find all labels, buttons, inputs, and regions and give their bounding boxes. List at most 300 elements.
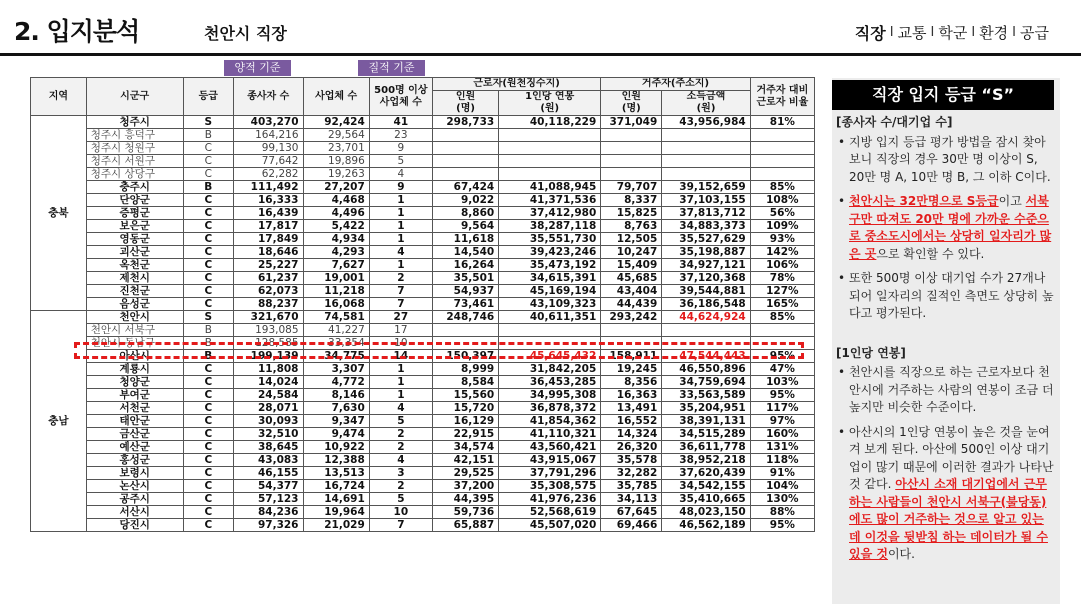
worker-count-cell: 37,200 — [432, 480, 498, 493]
large-business-cell: 5 — [369, 493, 432, 506]
resident-income-cell: 46,562,189 — [662, 519, 750, 532]
worker-salary-cell: 45,169,194 — [499, 285, 601, 298]
table-row — [31, 194, 815, 207]
resident-count-cell: 32,282 — [601, 467, 662, 480]
large-business-cell: 2 — [369, 428, 432, 441]
city-cell: 서천군 — [86, 402, 183, 415]
resident-income-cell: 37,103,155 — [662, 194, 750, 207]
resident-count-cell: 15,825 — [601, 207, 662, 220]
resident-income-cell: 48,023,150 — [662, 506, 750, 519]
large-business-cell: 7 — [369, 298, 432, 311]
workers-cell: 77,642 — [234, 155, 303, 168]
grade-cell: C — [183, 493, 234, 506]
workers-cell: 61,237 — [234, 272, 303, 285]
resident-count-cell — [601, 129, 662, 142]
table-row — [31, 493, 815, 506]
worker-salary-cell: 37,412,980 — [499, 207, 601, 220]
workers-cell: 32,510 — [234, 428, 303, 441]
worker-salary-cell: 45,507,020 — [499, 519, 601, 532]
panel-body — [836, 114, 1054, 571]
worker-count-cell — [432, 142, 498, 155]
page-title: 2. 입지분석 — [14, 17, 140, 46]
ratio-cell — [750, 168, 814, 181]
resident-count-cell: 35,785 — [601, 480, 662, 493]
large-business-cell: 27 — [369, 311, 432, 324]
worker-salary-cell: 41,854,362 — [499, 415, 601, 428]
city-cell: 금산군 — [86, 428, 183, 441]
grade-cell: B — [183, 324, 234, 337]
worker-salary-cell — [499, 142, 601, 155]
businesses-cell: 3,307 — [303, 363, 369, 376]
worker-salary-cell: 37,791,296 — [499, 467, 601, 480]
workers-cell: 38,645 — [234, 441, 303, 454]
table-row — [31, 207, 815, 220]
worker-count-cell: 44,395 — [432, 493, 498, 506]
city-cell: 단양군 — [86, 194, 183, 207]
workers-cell: 54,377 — [234, 480, 303, 493]
bullet-grade-method: • 지방 입지 등급 평가 방법을 잠시 찾아보니 직장의 경우 30만 명 이상이 S, 20만 명 A, 10만 명 B, 그 이하 C이다. — [836, 134, 1054, 187]
workers-cell: 43,083 — [234, 454, 303, 467]
ratio-cell: 95% — [750, 519, 814, 532]
grade-cell: B — [183, 129, 234, 142]
worker-count-cell: 9,022 — [432, 194, 498, 207]
table-row — [31, 324, 815, 337]
resident-income-cell: 35,410,665 — [662, 493, 750, 506]
large-business-cell: 9 — [369, 142, 432, 155]
businesses-cell: 41,227 — [303, 324, 369, 337]
workers-cell: 17,849 — [234, 233, 303, 246]
workers-cell: 16,333 — [234, 194, 303, 207]
city-cell: 공주시 — [86, 493, 183, 506]
businesses-cell: 9,347 — [303, 415, 369, 428]
ratio-cell: 85% — [750, 311, 814, 324]
grade-cell: C — [183, 168, 234, 181]
grade-cell: C — [183, 506, 234, 519]
table-row — [31, 454, 815, 467]
city-cell: 괴산군 — [86, 246, 183, 259]
grade-cell: S — [183, 116, 234, 129]
large-business-cell: 23 — [369, 129, 432, 142]
worker-salary-cell: 41,088,945 — [499, 181, 601, 194]
col-header-worker-salary: 1인당 연봉 (원) — [499, 91, 601, 116]
resident-income-cell: 36,186,548 — [662, 298, 750, 311]
grade-cell: C — [183, 207, 234, 220]
worker-count-cell: 35,501 — [432, 272, 498, 285]
worker-count-cell — [432, 155, 498, 168]
col-header-resident-count: 인원 (명) — [601, 91, 662, 116]
grade-cell: C — [183, 272, 234, 285]
city-cell: 부여군 — [86, 389, 183, 402]
businesses-cell: 7,627 — [303, 259, 369, 272]
large-business-cell: 10 — [369, 506, 432, 519]
resident-income-cell: 36,611,778 — [662, 441, 750, 454]
table-row — [31, 181, 815, 194]
city-cell: 음성군 — [86, 298, 183, 311]
workers-cell: 199,139 — [234, 350, 303, 363]
header — [0, 0, 1081, 56]
ratio-cell: 47% — [750, 363, 814, 376]
businesses-cell: 21,029 — [303, 519, 369, 532]
section-heading-salary: [1인당 연봉] — [836, 345, 906, 360]
worker-count-cell: 16,129 — [432, 415, 498, 428]
large-business-cell: 1 — [369, 194, 432, 207]
ratio-cell — [750, 337, 814, 350]
workers-cell: 84,236 — [234, 506, 303, 519]
large-business-cell: 2 — [369, 441, 432, 454]
large-business-cell: 41 — [369, 116, 432, 129]
grade-cell: B — [183, 181, 234, 194]
resident-count-cell: 35,578 — [601, 454, 662, 467]
resident-income-cell: 37,813,712 — [662, 207, 750, 220]
businesses-cell: 11,218 — [303, 285, 369, 298]
nav-separator: I — [1012, 25, 1017, 40]
table-row — [31, 298, 815, 311]
col-header-ratio: 거주자 대비 근로자 비율 — [750, 78, 814, 116]
table-row — [31, 285, 815, 298]
grade-cell: C — [183, 402, 234, 415]
grade-cell: C — [183, 415, 234, 428]
resident-count-cell: 19,245 — [601, 363, 662, 376]
table-row — [31, 155, 815, 168]
large-business-cell: 7 — [369, 519, 432, 532]
city-cell: 태안군 — [86, 415, 183, 428]
businesses-cell: 5,422 — [303, 220, 369, 233]
workers-cell: 24,584 — [234, 389, 303, 402]
table-row — [31, 259, 815, 272]
resident-count-cell — [601, 155, 662, 168]
nav-separator: I — [889, 25, 894, 40]
table-row — [31, 441, 815, 454]
city-cell: 옥천군 — [86, 259, 183, 272]
workers-cell: 17,817 — [234, 220, 303, 233]
worker-salary-cell: 36,453,285 — [499, 376, 601, 389]
table-row — [31, 311, 815, 324]
worker-salary-cell: 52,568,619 — [499, 506, 601, 519]
ratio-cell: 97% — [750, 415, 814, 428]
resident-income-cell — [662, 324, 750, 337]
resident-income-cell — [662, 337, 750, 350]
large-business-cell: 2 — [369, 480, 432, 493]
worker-count-cell: 54,937 — [432, 285, 498, 298]
resident-income-cell: 37,620,439 — [662, 467, 750, 480]
qualitative-tag: 질적 기준 — [358, 60, 425, 76]
city-cell: 홍성군 — [86, 454, 183, 467]
resident-income-cell — [662, 155, 750, 168]
businesses-cell: 4,293 — [303, 246, 369, 259]
ratio-cell: 118% — [750, 454, 814, 467]
businesses-cell: 9,474 — [303, 428, 369, 441]
ratio-cell: 85% — [750, 181, 814, 194]
table-row — [31, 506, 815, 519]
ratio-cell: 109% — [750, 220, 814, 233]
region-cell: 충남 — [31, 311, 87, 532]
col-header-worker-count: 인원 (명) — [432, 91, 498, 116]
panel-title: 직장 입지 등급 “S” — [832, 80, 1054, 110]
workers-cell: 11,808 — [234, 363, 303, 376]
ratio-cell: 160% — [750, 428, 814, 441]
grade-cell: C — [183, 428, 234, 441]
resident-income-cell: 35,198,887 — [662, 246, 750, 259]
grade-cell: C — [183, 519, 234, 532]
worker-count-cell — [432, 168, 498, 181]
large-business-cell: 9 — [369, 181, 432, 194]
worker-salary-cell — [499, 324, 601, 337]
nav-item-environment[interactable]: 환경 — [979, 24, 1009, 42]
resident-count-cell: 14,324 — [601, 428, 662, 441]
city-cell: 영동군 — [86, 233, 183, 246]
resident-count-cell: 16,552 — [601, 415, 662, 428]
resident-income-cell: 37,120,368 — [662, 272, 750, 285]
businesses-cell: 16,724 — [303, 480, 369, 493]
resident-count-cell — [601, 168, 662, 181]
resident-income-cell — [662, 142, 750, 155]
worker-salary-cell: 31,842,205 — [499, 363, 601, 376]
resident-income-cell: 34,542,155 — [662, 480, 750, 493]
table-row — [31, 272, 815, 285]
large-business-cell: 1 — [369, 389, 432, 402]
worker-salary-cell — [499, 155, 601, 168]
nav-item-supply[interactable]: 공급 — [1020, 24, 1049, 42]
city-cell: 진천군 — [86, 285, 183, 298]
businesses-cell: 13,513 — [303, 467, 369, 480]
resident-income-cell — [662, 168, 750, 181]
grade-cell: S — [183, 311, 234, 324]
ratio-cell — [750, 142, 814, 155]
city-cell: 증평군 — [86, 207, 183, 220]
nav-item-transport[interactable]: 교통 — [897, 24, 927, 42]
city-cell: 계룡시 — [86, 363, 183, 376]
worker-salary-cell: 41,110,321 — [499, 428, 601, 441]
worker-count-cell: 22,915 — [432, 428, 498, 441]
grade-cell: C — [183, 298, 234, 311]
city-cell: 청주시 — [86, 116, 183, 129]
worker-count-cell: 9,564 — [432, 220, 498, 233]
nav-separator: I — [971, 25, 976, 40]
resident-count-cell: 8,356 — [601, 376, 662, 389]
worker-count-cell: 15,560 — [432, 389, 498, 402]
businesses-cell: 4,934 — [303, 233, 369, 246]
workers-cell: 403,270 — [234, 116, 303, 129]
worker-salary-cell: 35,551,730 — [499, 233, 601, 246]
workers-cell: 128,585 — [234, 337, 303, 350]
businesses-cell: 19,964 — [303, 506, 369, 519]
resident-count-cell: 67,645 — [601, 506, 662, 519]
col-header-resident-income: 소득금액 (원) — [662, 91, 750, 116]
ratio-cell: 91% — [750, 467, 814, 480]
worker-salary-cell: 38,287,118 — [499, 220, 601, 233]
resident-count-cell: 13,491 — [601, 402, 662, 415]
businesses-cell: 19,001 — [303, 272, 369, 285]
resident-count-cell: 43,404 — [601, 285, 662, 298]
workers-cell: 97,326 — [234, 519, 303, 532]
ratio-cell: 56% — [750, 207, 814, 220]
table-row — [31, 428, 815, 441]
ratio-cell: 103% — [750, 376, 814, 389]
grade-cell: C — [183, 246, 234, 259]
businesses-cell: 14,691 — [303, 493, 369, 506]
ratio-cell: 78% — [750, 272, 814, 285]
page-subtitle: 천안시 직장 — [204, 24, 287, 43]
resident-income-cell: 38,391,131 — [662, 415, 750, 428]
worker-count-cell — [432, 324, 498, 337]
workers-cell: 46,155 — [234, 467, 303, 480]
city-cell: 청주시 흥덕구 — [86, 129, 183, 142]
resident-income-cell — [662, 129, 750, 142]
nav-item-work[interactable]: 직장 — [854, 24, 886, 43]
workers-cell: 164,216 — [234, 129, 303, 142]
resident-income-cell: 35,527,629 — [662, 233, 750, 246]
resident-income-cell: 43,956,984 — [662, 116, 750, 129]
resident-income-cell: 35,204,951 — [662, 402, 750, 415]
region-cell: 충북 — [31, 116, 87, 311]
resident-count-cell: 69,466 — [601, 519, 662, 532]
city-cell: 청양군 — [86, 376, 183, 389]
workers-cell: 16,439 — [234, 207, 303, 220]
large-business-cell: 4 — [369, 402, 432, 415]
resident-income-cell: 34,927,121 — [662, 259, 750, 272]
large-business-cell: 7 — [369, 285, 432, 298]
table-row — [31, 519, 815, 532]
grade-cell: B — [183, 337, 234, 350]
worker-count-cell: 65,887 — [432, 519, 498, 532]
ratio-cell: 117% — [750, 402, 814, 415]
workers-cell: 193,085 — [234, 324, 303, 337]
large-business-cell: 1 — [369, 259, 432, 272]
grade-cell: C — [183, 220, 234, 233]
table-row — [31, 376, 815, 389]
worker-salary-cell: 39,423,246 — [499, 246, 601, 259]
resident-income-cell: 34,883,373 — [662, 220, 750, 233]
grade-cell: B — [183, 350, 234, 363]
resident-count-cell: 79,707 — [601, 181, 662, 194]
businesses-cell: 8,146 — [303, 389, 369, 402]
table-row — [31, 415, 815, 428]
col-header-city: 시군구 — [86, 78, 183, 116]
worker-salary-cell: 35,473,192 — [499, 259, 601, 272]
resident-count-cell: 44,439 — [601, 298, 662, 311]
table-row — [31, 350, 815, 363]
ratio-cell: 95% — [750, 389, 814, 402]
worker-count-cell: 8,860 — [432, 207, 498, 220]
city-cell: 청주시 상당구 — [86, 168, 183, 181]
table-row — [31, 389, 815, 402]
city-cell: 천안시 동남구 — [86, 337, 183, 350]
city-cell: 보령시 — [86, 467, 183, 480]
large-business-cell: 1 — [369, 363, 432, 376]
worker-count-cell: 8,584 — [432, 376, 498, 389]
businesses-cell: 4,468 — [303, 194, 369, 207]
table-row — [31, 168, 815, 181]
table-row — [31, 467, 815, 480]
grade-cell: C — [183, 142, 234, 155]
table-row — [31, 233, 815, 246]
table-row — [31, 116, 815, 129]
businesses-cell: 23,701 — [303, 142, 369, 155]
businesses-cell: 92,424 — [303, 116, 369, 129]
businesses-cell: 74,581 — [303, 311, 369, 324]
table-row — [31, 363, 815, 376]
table-row — [31, 129, 815, 142]
resident-income-cell: 44,624,924 — [662, 311, 750, 324]
workers-cell: 28,071 — [234, 402, 303, 415]
workers-cell: 99,130 — [234, 142, 303, 155]
large-business-cell: 5 — [369, 415, 432, 428]
businesses-cell: 4,772 — [303, 376, 369, 389]
large-business-cell: 4 — [369, 246, 432, 259]
section-heading-workers: [종사자 수/대기업 수] — [836, 115, 953, 129]
large-business-cell: 3 — [369, 467, 432, 480]
worker-salary-cell: 43,109,323 — [499, 298, 601, 311]
ratio-cell: 81% — [750, 116, 814, 129]
workplace-table — [30, 77, 815, 532]
ratio-cell: 104% — [750, 480, 814, 493]
worker-count-cell: 34,574 — [432, 441, 498, 454]
businesses-cell: 4,496 — [303, 207, 369, 220]
businesses-cell: 16,068 — [303, 298, 369, 311]
ratio-cell — [750, 129, 814, 142]
large-business-cell: 2 — [369, 272, 432, 285]
resident-count-cell: 45,685 — [601, 272, 662, 285]
large-business-cell: 5 — [369, 155, 432, 168]
ratio-cell: 106% — [750, 259, 814, 272]
resident-income-cell: 34,759,694 — [662, 376, 750, 389]
col-header-large-businesses: 500명 이상 사업체 수 — [369, 78, 432, 116]
large-business-cell: 14 — [369, 350, 432, 363]
worker-count-cell — [432, 337, 498, 350]
header-divider — [0, 53, 1081, 56]
nav-item-school[interactable]: 학군 — [938, 24, 968, 42]
worker-salary-cell — [499, 129, 601, 142]
resident-count-cell: 8,337 — [601, 194, 662, 207]
worker-salary-cell: 35,308,575 — [499, 480, 601, 493]
grade-cell: C — [183, 259, 234, 272]
worker-salary-cell: 36,878,372 — [499, 402, 601, 415]
resident-count-cell — [601, 324, 662, 337]
worker-salary-cell: 34,995,308 — [499, 389, 601, 402]
table-row — [31, 142, 815, 155]
ratio-cell: 93% — [750, 233, 814, 246]
section-nav — [855, 21, 1049, 44]
bullet-large-companies: • 또한 500명 이상 대기업 수가 27개나 되어 일자리의 질적인 측면도 상당히 높다고 평가된다. — [836, 270, 1054, 323]
city-cell: 아산시 — [86, 350, 183, 363]
businesses-cell: 27,207 — [303, 181, 369, 194]
city-cell: 논산시 — [86, 480, 183, 493]
resident-count-cell: 293,242 — [601, 311, 662, 324]
col-header-region: 지역 — [31, 78, 87, 116]
bullet-cheonan-grade: • 천안시는 32만명으로 S등급이고 서북구만 따져도 20만 명에 가까운 수준으로 중소도시에서는 상당히 일자리가 많은 곳으로 확인할 수 있다. — [836, 193, 1054, 263]
worker-salary-cell: 41,976,236 — [499, 493, 601, 506]
grade-cell: C — [183, 467, 234, 480]
city-cell: 제천시 — [86, 272, 183, 285]
city-cell: 청주시 서원구 — [86, 155, 183, 168]
table-row — [31, 220, 815, 233]
col-header-residence-group: 거주자(주소지) — [601, 78, 750, 91]
worker-salary-cell: 43,560,421 — [499, 441, 601, 454]
resident-count-cell: 26,320 — [601, 441, 662, 454]
workers-cell: 25,227 — [234, 259, 303, 272]
workers-cell: 321,670 — [234, 311, 303, 324]
worker-count-cell: 150,397 — [432, 350, 498, 363]
worker-count-cell: 8,999 — [432, 363, 498, 376]
large-business-cell: 10 — [369, 337, 432, 350]
businesses-cell: 19,263 — [303, 168, 369, 181]
ratio-cell: 108% — [750, 194, 814, 207]
large-business-cell: 4 — [369, 454, 432, 467]
large-business-cell: 1 — [369, 207, 432, 220]
worker-count-cell: 298,733 — [432, 116, 498, 129]
grade-cell: C — [183, 376, 234, 389]
city-cell: 청주시 청원구 — [86, 142, 183, 155]
